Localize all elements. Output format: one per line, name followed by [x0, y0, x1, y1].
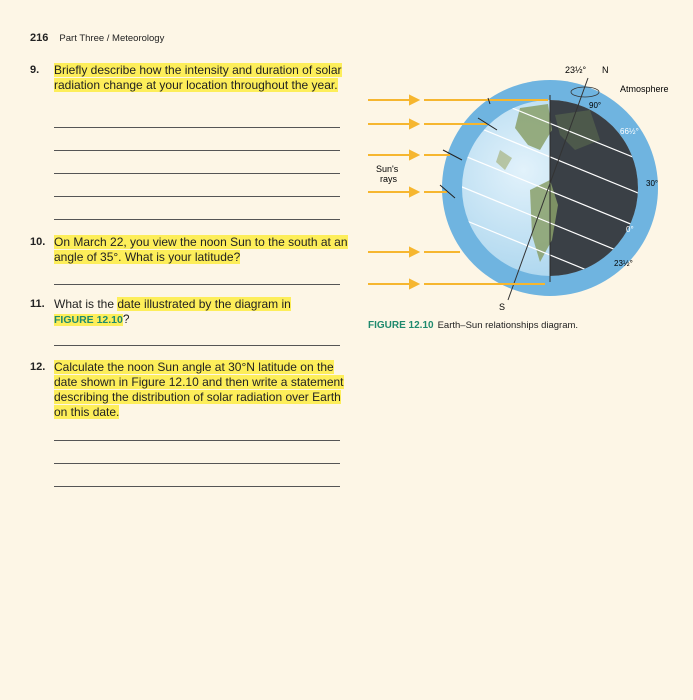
- question-text: Briefly describe how the intensity and duration of solar radiation change at your location throughout the year.: [54, 63, 342, 92]
- lat-30-label: 30°: [646, 179, 659, 188]
- tilt-top-label: 23½°: [565, 65, 587, 75]
- question-9: [30, 63, 350, 93]
- figure-label: FIGURE 12.10: [368, 320, 434, 331]
- suns-rays-label-line1: Sun's: [376, 164, 399, 174]
- question-number: 10.: [30, 236, 46, 248]
- page-number: 216: [30, 32, 49, 44]
- answer-line[interactable]: [54, 173, 340, 174]
- south-label: S: [499, 302, 506, 312]
- atmosphere-label: Atmosphere: [620, 84, 669, 94]
- lat-0-label: 0°: [626, 225, 634, 234]
- answer-line[interactable]: [54, 219, 340, 220]
- figure-reference-link[interactable]: FIGURE 12.10: [54, 314, 123, 326]
- north-label: N: [602, 65, 609, 75]
- answer-line[interactable]: [54, 150, 340, 151]
- answer-line[interactable]: [54, 127, 340, 128]
- answer-line[interactable]: [54, 196, 340, 197]
- answer-line[interactable]: [54, 440, 340, 441]
- page-header: [30, 32, 164, 44]
- question-number: 9.: [30, 64, 40, 76]
- answer-line[interactable]: [54, 486, 340, 487]
- answer-line[interactable]: [54, 345, 340, 346]
- question-number: 12.: [30, 361, 46, 373]
- question-12: [30, 360, 350, 420]
- figure-caption-text: Earth–Sun relationships diagram.: [437, 320, 579, 331]
- question-text-highlight: date: [117, 297, 141, 311]
- earth-sun-diagram: [360, 55, 693, 320]
- lat-66-label: 66½°: [620, 127, 639, 136]
- answer-line[interactable]: [54, 463, 340, 464]
- question-text-highlight: illustrated by the diagram in: [140, 297, 291, 311]
- question-text: ?: [122, 312, 130, 326]
- question-text: Calculate the noon Sun angle at 30°N latitude on the date shown in Figure 12.10 and then write a statement describing the distribution of solar radiation over Earth on this date.: [54, 360, 344, 419]
- angle-90-label: 90°: [589, 101, 602, 110]
- suns-rays-label-line2: rays: [380, 174, 398, 184]
- question-10: [30, 235, 350, 265]
- question-text: On March 22, you view the noon Sun to the south at an angle of 35°. What is your latitude?: [54, 235, 348, 264]
- question-text: What is the: [54, 297, 118, 311]
- question-11: [30, 297, 350, 328]
- question-number: 11.: [30, 298, 45, 310]
- figure-caption: [368, 320, 578, 331]
- tilt-bottom-label: 23½°: [614, 259, 633, 268]
- answer-line[interactable]: [54, 284, 340, 285]
- section-title: Part Three / Meteorology: [59, 33, 165, 44]
